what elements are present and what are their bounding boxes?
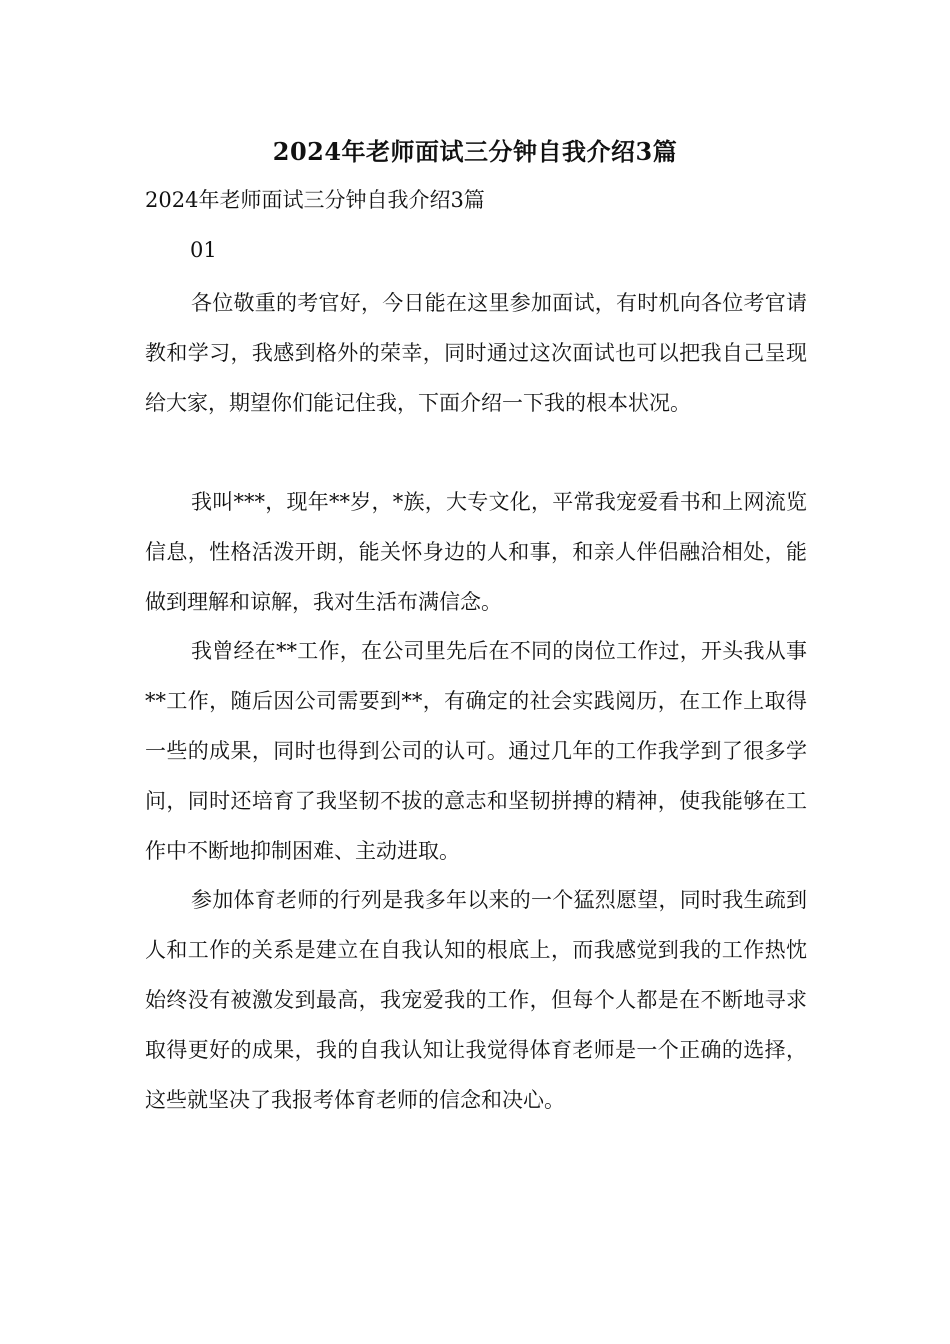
paragraph-work-experience: 我曾经在**工作，在公司里先后在不同的岗位工作过，开头我从事**工作，随后因公司需要到**，有确定的社会实践阅历，在工作上取得一些的成果，同时也得到公司的认可。通过几年的工作我学到了很多学问，同时还培育了我坚韧不拔的意志和坚韧拼搏的精神，使我能够在工作中不断地抑制困难、主动进取。 xyxy=(145,639,807,863)
document-subtitle: 2024年老师面试三分钟自我介绍3篇 xyxy=(145,188,485,212)
paragraph-personal-info: 我叫***，现年**岁，*族，大专文化，平常我宠爱看书和上网流览信息，性格活泼开朗，能关怀身边的人和事，和亲人伴侣融洽相处，能做到理解和谅解，我对生活布满信念。 xyxy=(145,490,807,614)
paragraph-greeting: 各位敬重的考官好，今日能在这里参加面试，有时机向各位考官请教和学习，我感到格外的荣幸，同时通过这次面试也可以把我自己呈现给大家，期望你们能记住我，下面介绍一下我的根本状况。 xyxy=(145,291,807,415)
paragraph-motivation: 参加体育老师的行列是我多年以来的一个猛烈愿望，同时我生疏到人和工作的关系是建立在自我认知的根底上，而我感觉到我的工作热忱始终没有被激发到最高，我宠爱我的工作，但每个人都是在不断地寻求取得更好的成果，我的自我认知让我觉得体育老师是一个正确的选择，这些就坚决了我报考体育老师的信念和决心。 xyxy=(145,888,807,1112)
document-title: 2024年老师面试三分钟自我介绍3篇 xyxy=(272,137,678,166)
section-number: 01 xyxy=(190,238,217,262)
